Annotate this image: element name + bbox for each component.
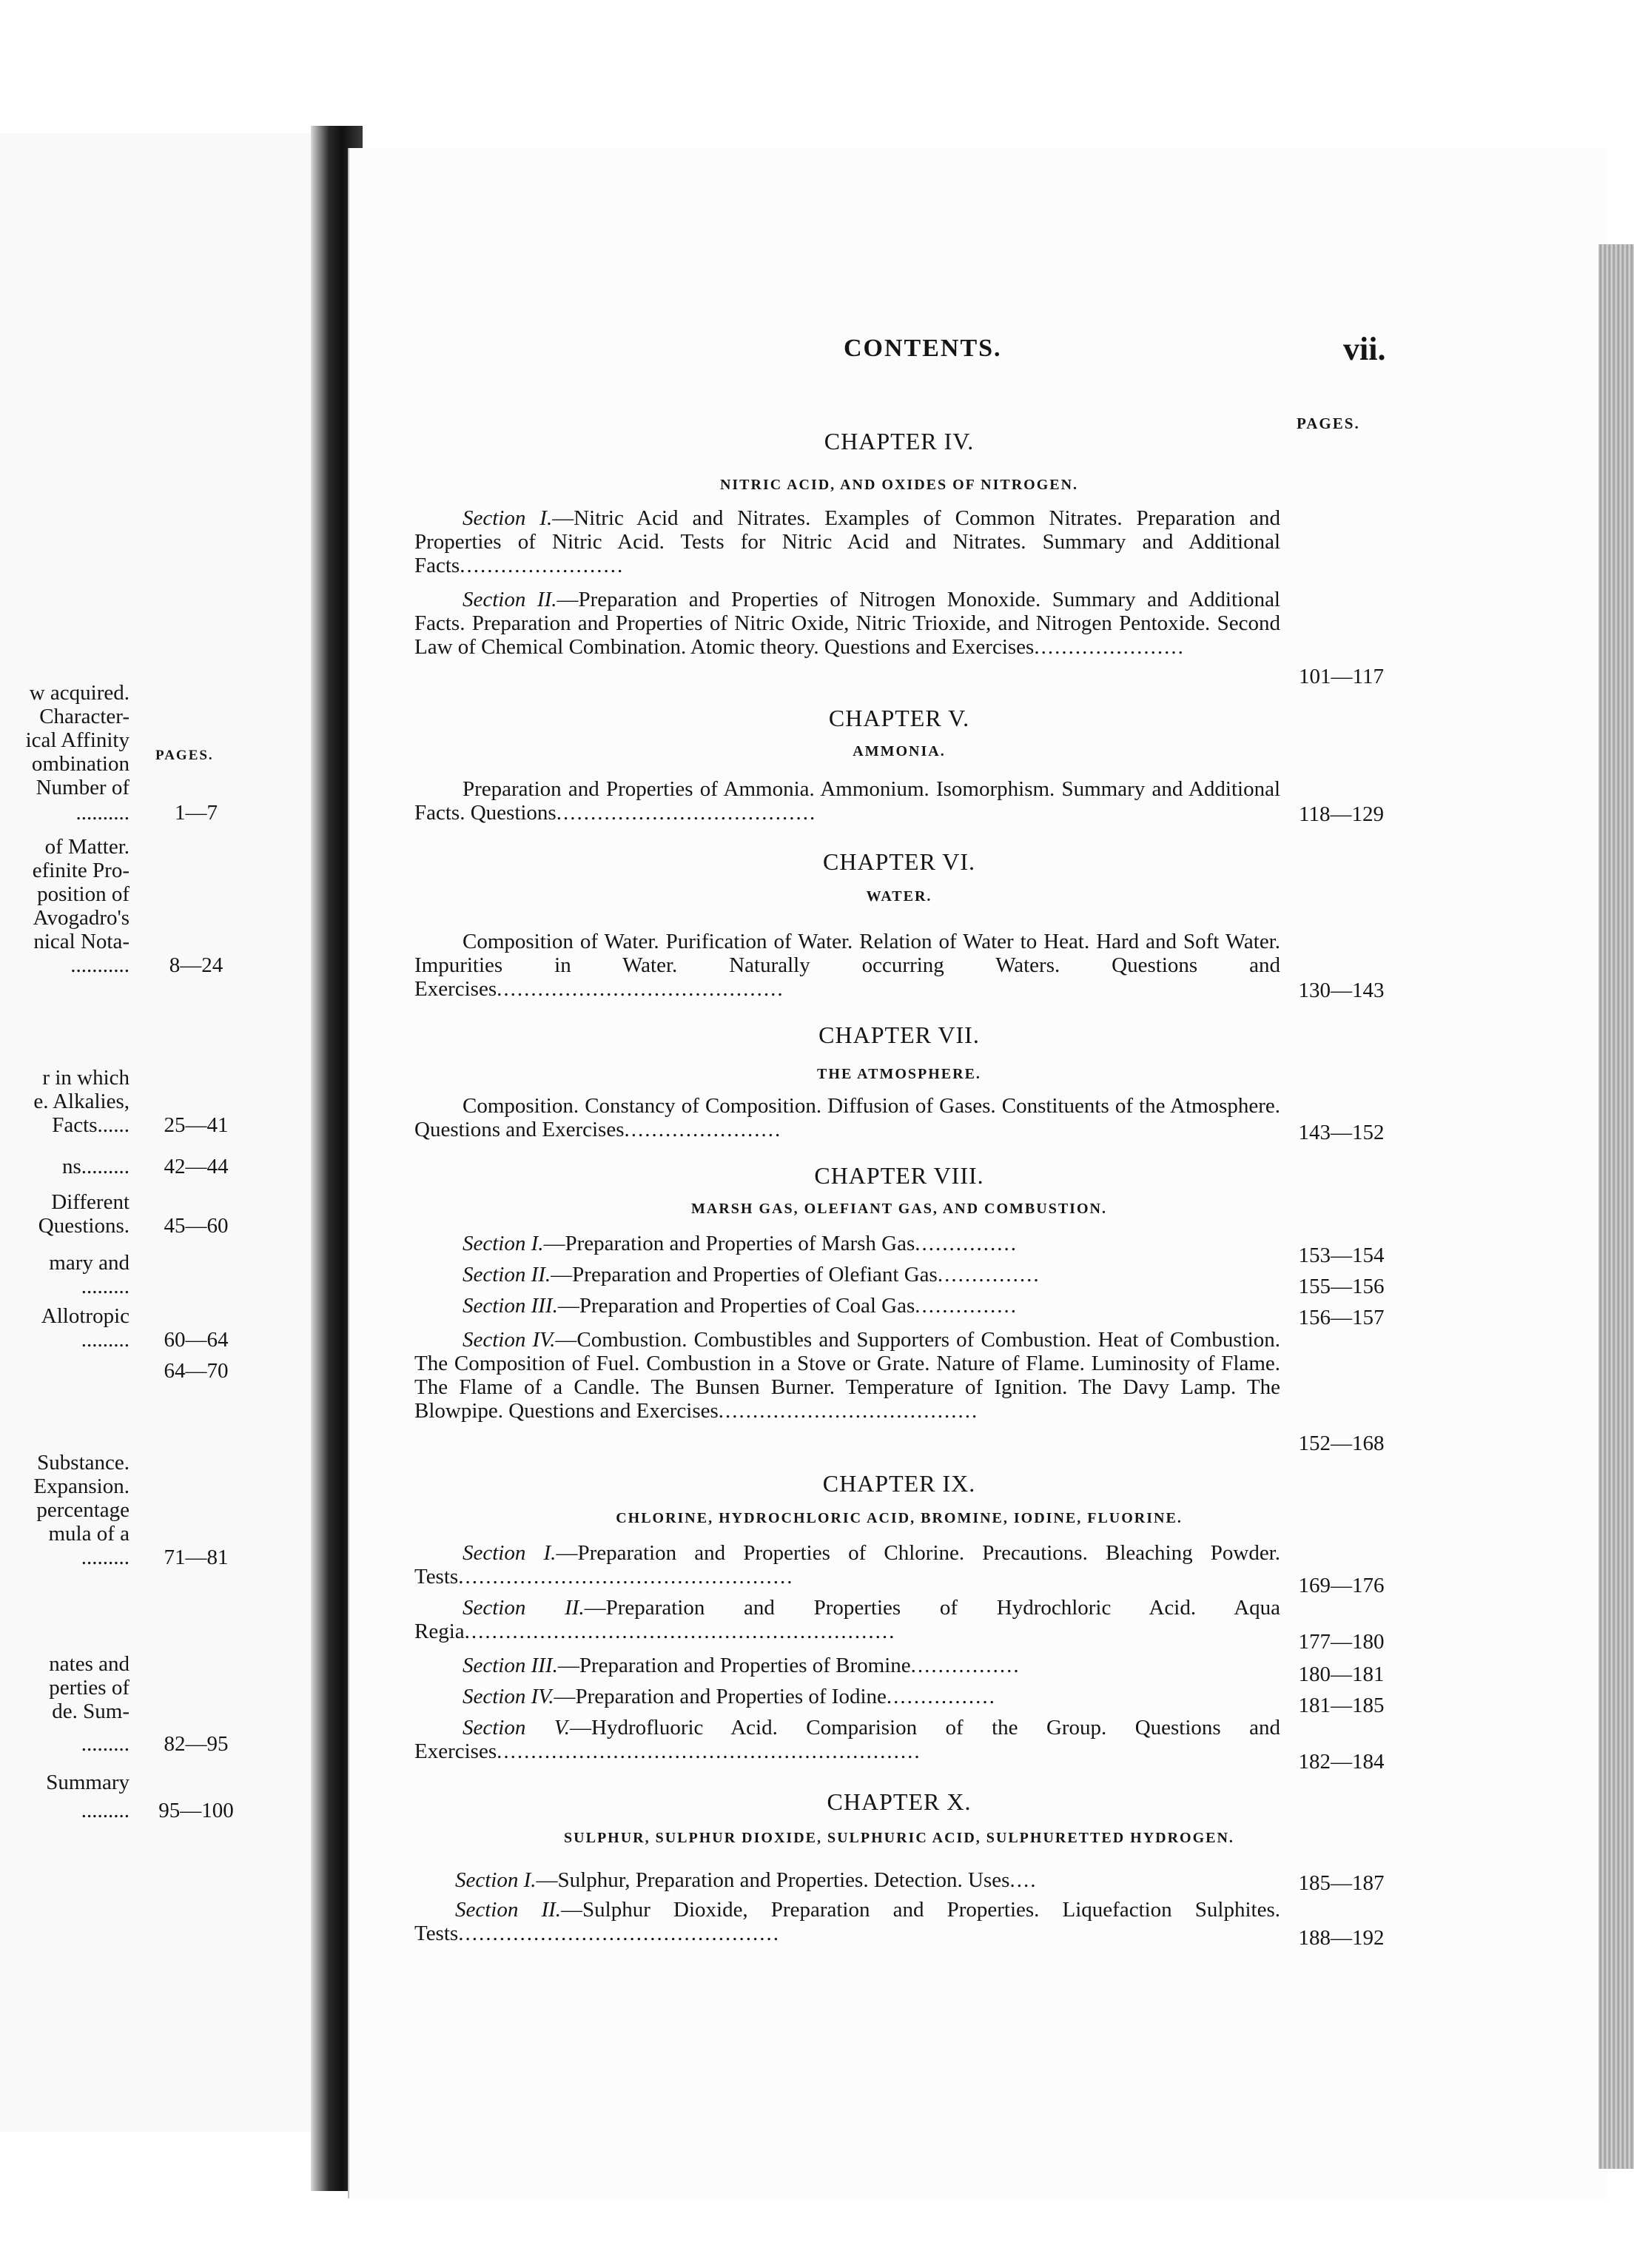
- section-label: Section II.: [463, 1263, 551, 1286]
- left-page-line: r in which: [42, 1066, 130, 1090]
- leader-dots: ........................: [460, 554, 625, 577]
- left-page-line: nates and: [49, 1652, 130, 1676]
- left-page-range: 42—44: [164, 1155, 229, 1178]
- left-page-line: ..........: [75, 801, 130, 825]
- page-range: 182—184: [1298, 1750, 1385, 1774]
- leader-dots: .................................................: [458, 1565, 794, 1588]
- left-page-line: ical Affinity: [25, 728, 130, 752]
- left-page-line: .........: [81, 1799, 130, 1822]
- left-page-line: .........: [81, 1732, 130, 1756]
- left-page-range: 82—95: [164, 1732, 229, 1756]
- chapter-title: CHAPTER VII.: [818, 1021, 980, 1048]
- section-label: Section V.: [463, 1716, 571, 1739]
- toc-entry: [414, 588, 1280, 659]
- page-range: 152—168: [1298, 1432, 1385, 1455]
- page-range: 118—129: [1299, 802, 1384, 826]
- toc-entry: [414, 1898, 1280, 1945]
- chapter-title: CHAPTER X.: [827, 1788, 972, 1815]
- leader-dots: ...............: [937, 1263, 1040, 1286]
- page-range: 169—176: [1298, 1574, 1385, 1597]
- section-label: Section III.: [463, 1294, 558, 1318]
- page-number: vii.: [1343, 331, 1386, 367]
- leader-dots: ................: [886, 1685, 996, 1708]
- toc-entry: [414, 1294, 1280, 1318]
- leader-dots: ....: [1009, 1868, 1038, 1892]
- left-page-line: Avogadro's: [33, 906, 130, 930]
- left-page-line: mula of a: [48, 1522, 130, 1546]
- left-page-line: mary and: [49, 1251, 130, 1275]
- toc-entry: [414, 506, 1280, 577]
- leader-dots: ................: [910, 1654, 1021, 1677]
- chapter-subtitle: THE ATMOSPHERE.: [817, 1066, 981, 1082]
- chapter-subtitle: MARSH GAS, OLEFIANT GAS, AND COMBUSTION.: [691, 1201, 1107, 1217]
- chapter-title: CHAPTER IV.: [824, 428, 975, 454]
- left-page-range: 1—7: [175, 801, 218, 825]
- toc-entry: [414, 930, 1280, 1001]
- chapter-subtitle: NITRIC ACID, AND OXIDES OF NITROGEN.: [719, 477, 1079, 493]
- entry-text: —Nitric Acid and Nitrates. Examples of Common Nitrates. Preparation and Properties of Nitric Acid. Tests for Nitric Acid and Nitrates. Summary and Additional Facts: [414, 506, 1281, 577]
- toc-entry: [414, 777, 1280, 825]
- chapter-subtitle: WATER.: [866, 888, 932, 905]
- leader-dots: ...............................................: [458, 1922, 780, 1945]
- entry-text: —Preparation and Properties of Coal Gas: [557, 1294, 915, 1318]
- left-page-line: perties of: [49, 1676, 130, 1700]
- left-page-line: Summary: [46, 1771, 130, 1794]
- section-label: Section IV.: [463, 1328, 556, 1352]
- entry-text: —Preparation and Properties of Bromine: [557, 1654, 911, 1677]
- page-range: 188—192: [1298, 1926, 1385, 1950]
- leader-dots: ......................: [1034, 635, 1185, 659]
- toc-entry: [414, 1716, 1280, 1763]
- entry-text: —Preparation and Properties of Iodine: [554, 1685, 887, 1708]
- page-range: 143—152: [1298, 1121, 1385, 1144]
- page-edges: [1598, 244, 1634, 2169]
- section-label: Section I.: [463, 1541, 557, 1565]
- chapter-subtitle: AMMONIA.: [853, 743, 946, 759]
- left-page-line: Expansion.: [33, 1474, 130, 1498]
- toc-entry: [414, 1232, 1280, 1255]
- left-page-line: Substance.: [37, 1451, 130, 1474]
- left-page-range: 71—81: [164, 1546, 229, 1569]
- entry-text: —Preparation and Properties of Hydrochloric Acid. Aqua Regia: [414, 1596, 1281, 1643]
- entry-text: —Sulphur, Preparation and Properties. Detection. Uses: [536, 1868, 1010, 1892]
- toc-entry: [414, 1328, 1280, 1423]
- chapter-title: CHAPTER IX.: [822, 1470, 976, 1497]
- left-page-line: Different: [51, 1190, 130, 1214]
- leader-dots: ...............: [915, 1232, 1018, 1255]
- entry-text: —Hydrofluoric Acid. Comparision of the Group. Questions and Exercises: [414, 1716, 1280, 1763]
- toc-entry: [414, 1541, 1280, 1588]
- page-title: CONTENTS.: [844, 335, 1002, 362]
- entry-text: Preparation and Properties of Ammonia. Ammonium. Isomorphism. Summary and Additional Facts. Questions: [414, 777, 1280, 825]
- section-label: Section I.: [463, 506, 553, 530]
- page-range: 185—187: [1298, 1871, 1385, 1895]
- left-page-line: of Matter.: [44, 835, 130, 859]
- entry-text: —Preparation and Properties of Marsh Gas: [543, 1232, 915, 1255]
- leader-dots: ......................................: [718, 1399, 979, 1423]
- page-range: 177—180: [1298, 1630, 1385, 1654]
- entry-text: —Combustion. Combustibles and Supporters of Combustion. Heat of Combustion. The Composition of Fuel. Combustion in a Stove or Grate. Nature of Flame. Luminosity of Flame. The Flame of a Candle. The Bunsen Burner. Temperature of Ignition. The Davy Lamp. The Blowpipe. Questions and Exercises: [414, 1328, 1281, 1423]
- left-page-line: .........: [81, 1546, 130, 1569]
- leader-dots: ..........................................: [497, 977, 784, 1001]
- page-range: 180—181: [1298, 1663, 1385, 1686]
- chapter-subtitle: SULPHUR, SULPHUR DIOXIDE, SULPHURIC ACID, SULPHURETTED HYDROGEN.: [564, 1830, 1234, 1846]
- entry-text: Composition of Water. Purification of Water. Relation of Water to Heat. Hard and Soft Water. Impurities in Water. Naturally occurring Waters. Questions and Exercises: [414, 930, 1280, 1001]
- page-range: 101—117: [1299, 665, 1384, 688]
- section-label: Section IV.: [463, 1685, 554, 1708]
- entry-text: —Sulphur Dioxide, Preparation and Properties. Liquefaction Sulphites. Tests: [414, 1898, 1281, 1945]
- chapter-title: CHAPTER VIII.: [814, 1162, 984, 1189]
- pages-column-label: PAGES.: [1297, 415, 1360, 432]
- left-page-line: Allotropic: [41, 1304, 130, 1328]
- left-page-line: Facts......: [52, 1113, 130, 1137]
- section-label: Section II.: [463, 588, 557, 611]
- left-page-range: 60—64: [164, 1328, 229, 1352]
- page-range: 153—154: [1298, 1244, 1385, 1267]
- left-page-range: 45—60: [164, 1214, 229, 1238]
- left-page-line: ombination: [31, 752, 130, 776]
- left-page-line: Character-: [39, 705, 130, 728]
- leader-dots: .......................: [624, 1118, 782, 1141]
- toc-entry: [414, 1596, 1280, 1643]
- entry-text: —Preparation and Properties of Nitrogen Monoxide. Summary and Additional Facts. Preparation and Properties of Nitric Oxide, Nitric Trioxide, and Nitrogen Pentoxide. Second Law of Chemical Combination. Atomic theory. Questions and Exercises: [414, 588, 1280, 659]
- toc-entry: [414, 1263, 1280, 1286]
- left-page-line: .........: [81, 1328, 130, 1352]
- page-range: 156—157: [1298, 1306, 1385, 1329]
- toc-entry: [414, 1094, 1280, 1141]
- left-page-line: Questions.: [38, 1214, 130, 1238]
- chapter-title: CHAPTER V.: [828, 705, 970, 731]
- entry-text: —Preparation and Properties of Olefiant Gas: [551, 1263, 938, 1286]
- section-label: Section II.: [455, 1898, 562, 1922]
- page-range: 155—156: [1298, 1275, 1385, 1298]
- left-page-line: ns.........: [61, 1155, 130, 1178]
- left-page-line: nical Nota-: [33, 930, 130, 953]
- leader-dots: ......................................: [556, 801, 817, 825]
- left-page-range: 95—100: [158, 1799, 234, 1822]
- left-page-line: efinite Pro-: [32, 859, 130, 882]
- left-page-range: 64—70: [164, 1359, 229, 1383]
- section-label: Section III.: [463, 1654, 558, 1677]
- page-range: 181—185: [1298, 1694, 1385, 1717]
- leader-dots: ...............: [915, 1294, 1018, 1318]
- entry-text: —Preparation and Properties of Chlorine. Precautions. Bleaching Powder. Tests: [414, 1541, 1280, 1588]
- facing-page-left: [0, 133, 326, 2132]
- leader-dots: ...............................................................: [464, 1620, 896, 1643]
- section-label: Section II.: [463, 1596, 585, 1620]
- left-page-line: Number of: [36, 776, 130, 799]
- left-page-line: percentage: [36, 1498, 130, 1522]
- left-pages-label: PAGES.: [155, 748, 214, 763]
- chapter-title: CHAPTER VI.: [823, 848, 975, 875]
- section-label: Section I.: [463, 1232, 544, 1255]
- left-page-line: position of: [37, 882, 130, 906]
- toc-entry: [414, 1654, 1280, 1677]
- left-page-range: 25—41: [164, 1113, 229, 1137]
- entry-text: Composition. Constancy of Composition. Diffusion of Gases. Constituents of the Atmosphere. Questions and Exercises: [414, 1094, 1280, 1141]
- left-page-line: ...........: [70, 953, 130, 977]
- left-page-line: .........: [81, 1275, 130, 1298]
- left-page-line: de. Sum-: [52, 1700, 130, 1723]
- leader-dots: ..............................................................: [497, 1739, 921, 1763]
- section-label: Section I.: [455, 1868, 537, 1892]
- page-range: 130—143: [1298, 979, 1385, 1002]
- left-page-line: w acquired.: [29, 681, 130, 705]
- toc-entry: [414, 1868, 1280, 1892]
- left-page-line: e. Alkalies,: [33, 1090, 130, 1113]
- left-page-range: 8—24: [169, 953, 223, 977]
- chapter-subtitle: CHLORINE, HYDROCHLORIC ACID, BROMINE, IODINE, FLUORINE.: [616, 1510, 1183, 1526]
- toc-entry: [414, 1685, 1280, 1708]
